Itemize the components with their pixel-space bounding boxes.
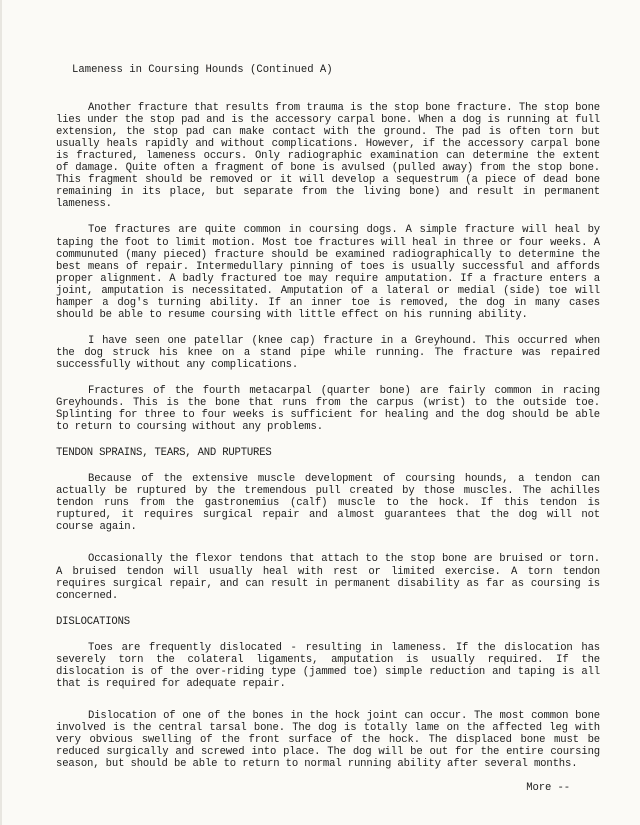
paragraph-metacarpal-fracture: Fractures of the fourth metacarpal (quarter bone) are fairly common in racing Greyhounds. This is the bone that runs from the carpus (wrist) to the outside toe. Splinting for three to four weeks is sufficient for healing and the dog should be able to return to coursing without any problems. — [56, 384, 600, 434]
paragraph-toe-fractures: Toe fractures are quite common in coursing dogs. A simple fracture will heal by taping the foot to limit motion. Most toe fractures will heal in three or four weeks. A communuted (many pieced) fracture should be examined radiographically to determine the best means of repair. Intermedullary pinning of toes is usually successful and affords proper alignment. A badly fractured toe may require amputation. If a fracture enters a joint, amputation is necessitated. Amputation of a lateral or medial (side) toe will hamper a dog's turning ability. If an inner toe is removed, the dog in many cases should be able to resume coursing with little effect on his running ability. — [56, 224, 600, 321]
paragraph-patellar-fracture: I have seen one patellar (knee cap) fracture in a Greyhound. This occurred when the dog struck his knee on a stand pipe while running. The fracture was repaired successfully without any complications. — [56, 334, 600, 371]
continued-marker: More -- — [526, 781, 570, 794]
page-heading: Lameness in Coursing Hounds (Continued A) — [72, 64, 333, 76]
paragraph-hock-dislocation: Dislocation of one of the bones in the hock joint can occur. The most common bone involved is the central tarsal bone. The dog is totally lame on the affected leg with very obvious swelling of the front surface of the hock. The displaced bone must be reduced surgically and screwed into place. The dog will be out for the entire coursing season, but should be able to return to normal running ability after several months. — [56, 709, 600, 771]
section-heading-dislocations: DISLOCATIONS — [56, 615, 130, 628]
section-heading-tendons: TENDON SPRAINS, TEARS, AND RUPTURES — [56, 447, 272, 460]
paragraph-tendon-rupture: Because of the extensive muscle development of coursing hounds, a tendon can actually be ruptured by the tremendous pull created by those muscles. The achilles tendon runs from the gastronemius (calf) muscle to the hock. If this tendon is ruptured, it requires surgical repair and almost guarantees that the dog will not course again. — [56, 473, 600, 534]
paragraph-flexor-tendons: Occasionally the flexor tendons that attach to the stop bone are bruised or torn. A bruised tendon will usually heal with rest or limited exercise. A torn tendon requires surgical repair, and can result in permanent disability as far as coursing is concerned. — [56, 553, 600, 602]
paragraph-stop-bone-fracture: Another fracture that results from trauma is the stop bone fracture. The stop bone lies under the stop pad and is the accessory carpal bone. When a dog is running at full extension, the stop pad can make contact with the ground. The pad is often torn but usually heals rapidly and without complications. However, if the accessory carpal bone is fractured, lameness occurs. Only radiographic examination can determine the extent of damage. Quite often a fragment of bone is avulsed (pulled away) from the stop bone. This fragment should be removed or it will develop a sequestrum (a piece of dead bone remaining in its place, but separate from the living bone) and result in permanent lameness. — [56, 102, 600, 211]
paragraph-toe-dislocation: Toes are frequently dislocated - resulting in lameness. If the dislocation has severely torn the colateral ligaments, amputation is usually required. If the dislocation is of the over-riding type (jammed toe) simple reduction and taping is all that is required for adequate repair. — [56, 641, 600, 690]
